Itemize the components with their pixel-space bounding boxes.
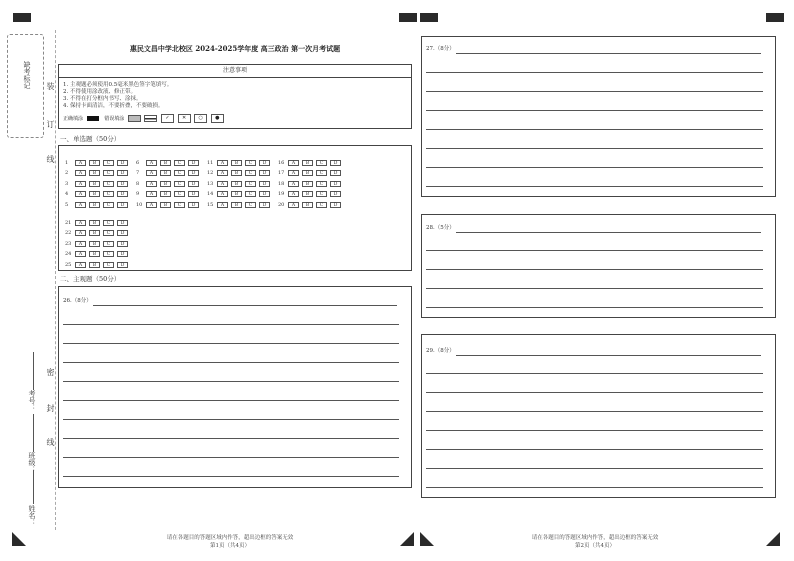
question-number: 1 [65, 159, 69, 166]
option-bubble-d[interactable]: D [188, 170, 199, 176]
q29-label: 29.（8分） [426, 348, 455, 354]
mcq-question-24 [65, 244, 131, 257]
mcq-question-19 [278, 184, 344, 197]
option-bubble-d[interactable]: D [117, 251, 128, 257]
option-bubble-c[interactable]: C [174, 170, 185, 176]
registration-mark [420, 13, 438, 22]
registration-mark [13, 13, 31, 22]
mcq-question-10 [136, 194, 202, 208]
question-number: 15 [207, 201, 214, 208]
q27-answer-box[interactable] [421, 36, 776, 197]
option-bubble-b[interactable]: B [89, 262, 100, 268]
answer-line [426, 468, 763, 469]
option-bubble-c[interactable]: C [316, 170, 327, 176]
question-number: 16 [278, 159, 285, 166]
question-number: 20 [278, 201, 285, 208]
option-bubble-c[interactable]: C [245, 170, 256, 176]
option-bubble-a[interactable]: A [146, 191, 157, 197]
seal-char: 密 [46, 368, 55, 376]
option-bubble-d[interactable]: D [259, 202, 270, 208]
option-bubble-a[interactable]: A [75, 220, 86, 226]
q27-title-line [456, 53, 761, 54]
option-bubble-b[interactable]: B [160, 160, 171, 166]
answer-line [63, 381, 399, 382]
exam-no-label: 考号： [28, 390, 36, 411]
name-label: 姓名： [28, 505, 36, 526]
option-bubble-a[interactable]: A [75, 191, 86, 197]
option-bubble-b[interactable]: B [231, 202, 242, 208]
option-bubble-c[interactable]: C [245, 181, 256, 187]
q26-title-line [93, 305, 397, 306]
question-number: 12 [207, 170, 214, 176]
absent-marker-label: 缺考标记 [23, 61, 31, 89]
option-bubble-a[interactable]: A [146, 170, 157, 176]
option-bubble-d[interactable]: D [188, 191, 199, 197]
answer-line [426, 487, 763, 488]
option-bubble-a[interactable]: A [217, 191, 228, 197]
page-number: 第1页（共4页） [210, 543, 250, 549]
option-bubble-d[interactable]: D [117, 262, 128, 268]
question-number: 3 [65, 180, 69, 187]
option-bubble-c[interactable]: C [103, 181, 114, 187]
section-2-label: 二、主观题（50分） [60, 275, 121, 283]
option-bubble-d[interactable]: D [330, 202, 341, 208]
exam-no-field[interactable] [33, 352, 34, 390]
answer-line [63, 457, 399, 458]
option-bubble-d[interactable]: D [188, 160, 199, 166]
mcq-question-25 [65, 254, 131, 268]
option-bubble-a[interactable]: A [75, 230, 86, 236]
wrong-fill-sample-grey [128, 115, 141, 122]
corner-triangle [12, 532, 26, 546]
option-bubble-d[interactable]: D [188, 181, 199, 187]
option-bubble-b[interactable]: B [89, 241, 100, 247]
class-label: 班级： [28, 452, 36, 473]
option-bubble-d[interactable]: D [330, 191, 341, 197]
answer-line [426, 449, 763, 450]
q26-answer-box[interactable] [58, 286, 412, 488]
corner-triangle [420, 532, 434, 546]
circle-icon: ○ [194, 114, 207, 123]
option-bubble-c[interactable]: C [316, 181, 327, 187]
option-bubble-c[interactable]: C [174, 160, 185, 166]
answer-line [426, 269, 763, 270]
answer-line [63, 400, 399, 401]
option-bubble-b[interactable]: B [89, 230, 100, 236]
wrong-fill-label: 错误填涂 [104, 116, 125, 122]
mcq-question-20 [278, 194, 344, 208]
mcq-question-15 [207, 194, 273, 208]
section-1-label: 一、单选题（50分） [60, 135, 121, 143]
mcq-question-1 [65, 152, 131, 166]
option-bubble-c[interactable]: C [174, 202, 185, 208]
notice-line: 4. 保持卡面清洁，不要折叠，不要破损。 [63, 103, 164, 109]
answer-line [426, 307, 763, 308]
option-bubble-a[interactable]: A [146, 202, 157, 208]
option-bubble-c[interactable]: C [174, 191, 185, 197]
option-bubble-b[interactable]: B [89, 181, 100, 187]
answer-line [63, 362, 399, 363]
option-bubble-b[interactable]: B [231, 191, 242, 197]
mcq-answer-box [58, 145, 412, 271]
answer-line [426, 91, 763, 92]
option-bubble-a[interactable]: A [217, 160, 228, 166]
mcq-question-12 [207, 163, 273, 176]
option-bubble-a[interactable]: A [288, 191, 299, 197]
option-bubble-b[interactable]: B [89, 191, 100, 197]
mcq-question-9 [136, 184, 202, 197]
option-bubble-d[interactable]: D [117, 202, 128, 208]
option-bubble-c[interactable]: C [245, 160, 256, 166]
option-bubble-b[interactable]: B [302, 181, 313, 187]
answer-line [426, 250, 763, 251]
binding-char: 线 [46, 155, 55, 163]
option-bubble-d[interactable]: D [330, 170, 341, 176]
option-bubble-d[interactable]: D [330, 160, 341, 166]
option-bubble-a[interactable]: A [75, 262, 86, 268]
notice-header: 注意事项 [59, 65, 411, 78]
question-number: 14 [207, 191, 214, 197]
option-bubble-b[interactable]: B [160, 181, 171, 187]
mcq-question-21 [65, 212, 131, 226]
option-bubble-a[interactable]: A [217, 181, 228, 187]
q26-label: 26.（8分） [63, 298, 92, 304]
answer-line [426, 373, 763, 374]
question-number: 2 [65, 170, 69, 176]
option-bubble-c[interactable]: C [103, 220, 114, 226]
option-bubble-c[interactable]: C [103, 241, 114, 247]
option-bubble-d[interactable]: D [259, 160, 270, 166]
notice-box [58, 64, 412, 129]
option-bubble-c[interactable]: C [103, 251, 114, 257]
mcq-question-13 [207, 173, 273, 187]
option-bubble-c[interactable]: C [316, 160, 327, 166]
option-bubble-a[interactable]: A [75, 202, 86, 208]
question-number: 21 [65, 219, 72, 226]
footer-note: 请在各题目的答题区域内作答，超出边框的答案无效 [531, 535, 659, 541]
binding-char: 装 [46, 82, 55, 90]
option-bubble-d[interactable]: D [117, 191, 128, 197]
answer-line [426, 411, 763, 412]
footer-left [120, 534, 340, 550]
option-bubble-a[interactable]: A [288, 170, 299, 176]
seal-char: 线 [46, 438, 55, 446]
answer-line [63, 324, 399, 325]
option-bubble-b[interactable]: B [160, 191, 171, 197]
cross-icon: ✕ [178, 114, 191, 123]
option-bubble-a[interactable]: A [146, 181, 157, 187]
wrong-fill-sample-dash [144, 115, 157, 122]
option-bubble-d[interactable]: D [188, 202, 199, 208]
option-bubble-d[interactable]: D [117, 170, 128, 176]
option-bubble-b[interactable]: B [302, 170, 313, 176]
footer-right [485, 534, 705, 550]
class-field[interactable] [33, 414, 34, 452]
option-bubble-c[interactable]: C [103, 202, 114, 208]
option-bubble-c[interactable]: C [174, 181, 185, 187]
q28-title-line [456, 232, 761, 233]
question-number: 19 [278, 191, 285, 197]
option-bubble-b[interactable]: B [231, 181, 242, 187]
question-number: 4 [65, 191, 69, 197]
option-bubble-a[interactable]: A [217, 170, 228, 176]
q27-label: 27.（8分） [426, 46, 455, 52]
option-bubble-a[interactable]: A [146, 160, 157, 166]
answer-line [63, 343, 399, 344]
binding-line [55, 30, 56, 530]
question-number: 18 [278, 180, 285, 187]
option-bubble-b[interactable]: B [302, 191, 313, 197]
page-number: 第2页（共4页） [575, 543, 615, 549]
option-bubble-a[interactable]: A [75, 181, 86, 187]
footer-note: 请在各题目的答题区域内作答，超出边框的答案无效 [166, 535, 294, 541]
mcq-question-4 [65, 184, 131, 197]
absent-marker-box[interactable] [7, 34, 44, 138]
option-bubble-d[interactable]: D [330, 181, 341, 187]
mcq-question-7 [136, 163, 202, 176]
option-bubble-a[interactable]: A [288, 202, 299, 208]
option-bubble-d[interactable]: D [117, 220, 128, 226]
question-number: 10 [136, 201, 143, 208]
answer-line [426, 148, 763, 149]
option-bubble-c[interactable]: C [245, 191, 256, 197]
mcq-question-8 [136, 173, 202, 187]
option-bubble-b[interactable]: B [89, 202, 100, 208]
binding-char: 订 [46, 120, 55, 128]
option-bubble-a[interactable]: A [75, 170, 86, 176]
answer-line [63, 438, 399, 439]
mcq-question-22 [65, 223, 131, 236]
option-bubble-b[interactable]: B [89, 160, 100, 166]
option-bubble-b[interactable]: B [89, 251, 100, 257]
question-number: 17 [278, 170, 285, 176]
option-bubble-d[interactable]: D [259, 181, 270, 187]
option-bubble-c[interactable]: C [103, 160, 114, 166]
option-bubble-c[interactable]: C [245, 202, 256, 208]
option-bubble-b[interactable]: B [302, 160, 313, 166]
registration-mark [399, 13, 417, 22]
option-bubble-d[interactable]: D [117, 230, 128, 236]
question-number: 22 [65, 230, 72, 236]
option-bubble-d[interactable]: D [117, 160, 128, 166]
question-number: 6 [136, 159, 140, 166]
question-number: 23 [65, 240, 72, 247]
option-bubble-a[interactable]: A [217, 202, 228, 208]
option-bubble-b[interactable]: B [302, 202, 313, 208]
answer-line [426, 186, 763, 187]
option-bubble-a[interactable]: A [75, 251, 86, 257]
option-bubble-c[interactable]: C [103, 170, 114, 176]
q29-title-line [456, 355, 761, 356]
mcq-question-11 [207, 152, 273, 166]
mcq-question-3 [65, 173, 131, 187]
question-number: 5 [65, 201, 69, 208]
option-bubble-d[interactable]: D [259, 170, 270, 176]
option-bubble-b[interactable]: B [160, 202, 171, 208]
mcq-question-14 [207, 184, 273, 197]
option-bubble-d[interactable]: D [259, 191, 270, 197]
mcq-question-18 [278, 173, 344, 187]
seal-char: 封 [46, 404, 55, 412]
option-bubble-b[interactable]: B [89, 170, 100, 176]
option-bubble-d[interactable]: D [117, 181, 128, 187]
option-bubble-d[interactable]: D [117, 241, 128, 247]
notice-line: 1. 主观题必须使用0.5毫米黑色签字笔填写。 [63, 82, 173, 88]
option-bubble-a[interactable]: A [75, 241, 86, 247]
option-bubble-b[interactable]: B [89, 220, 100, 226]
option-bubble-b[interactable]: B [160, 170, 171, 176]
dot-icon: ● [211, 114, 224, 123]
corner-triangle [400, 532, 414, 546]
registration-mark [766, 13, 784, 22]
question-number: 9 [136, 191, 140, 197]
correct-fill-label: 正确填涂 [63, 116, 84, 122]
answer-line [63, 419, 399, 420]
question-number: 11 [207, 159, 214, 166]
notice-line: 3. 不得在打分框内书写、涂抹。 [63, 96, 142, 102]
option-bubble-a[interactable]: A [288, 160, 299, 166]
answer-line [426, 430, 763, 431]
q28-label: 28.（5分） [426, 225, 455, 231]
option-bubble-b[interactable]: B [231, 160, 242, 166]
option-bubble-c[interactable]: C [316, 191, 327, 197]
option-bubble-a[interactable]: A [75, 160, 86, 166]
question-number: 8 [136, 180, 140, 187]
q28-answer-box[interactable] [421, 214, 776, 318]
answer-line [426, 110, 763, 111]
question-number: 13 [207, 180, 214, 187]
mcq-question-6 [136, 152, 202, 166]
answer-line [426, 392, 763, 393]
name-field[interactable] [33, 470, 34, 504]
notice-line: 2. 不得使用涂改液、修正带。 [63, 89, 136, 95]
correct-fill-sample [87, 116, 99, 121]
q29-answer-box[interactable] [421, 334, 776, 498]
mcq-question-5 [65, 194, 131, 208]
mcq-question-16 [278, 152, 344, 166]
answer-line [426, 129, 763, 130]
mcq-question-17 [278, 163, 344, 176]
option-bubble-c[interactable]: C [103, 262, 114, 268]
option-bubble-b[interactable]: B [231, 170, 242, 176]
answer-line [426, 167, 763, 168]
check-icon: ✓ [161, 114, 174, 123]
mcq-question-23 [65, 233, 131, 247]
answer-line [426, 72, 763, 73]
question-number: 7 [136, 170, 140, 176]
answer-line [63, 476, 399, 477]
corner-triangle [766, 532, 780, 546]
option-bubble-a[interactable]: A [288, 181, 299, 187]
question-number: 25 [65, 261, 72, 268]
mcq-question-2 [65, 163, 131, 176]
page-title: 惠民文昌中学北校区 2024-2025学年度 高三政治 第一次月考试题 [129, 44, 341, 53]
question-number: 24 [65, 251, 72, 257]
option-bubble-c[interactable]: C [103, 191, 114, 197]
option-bubble-c[interactable]: C [316, 202, 327, 208]
option-bubble-c[interactable]: C [103, 230, 114, 236]
answer-line [426, 288, 763, 289]
